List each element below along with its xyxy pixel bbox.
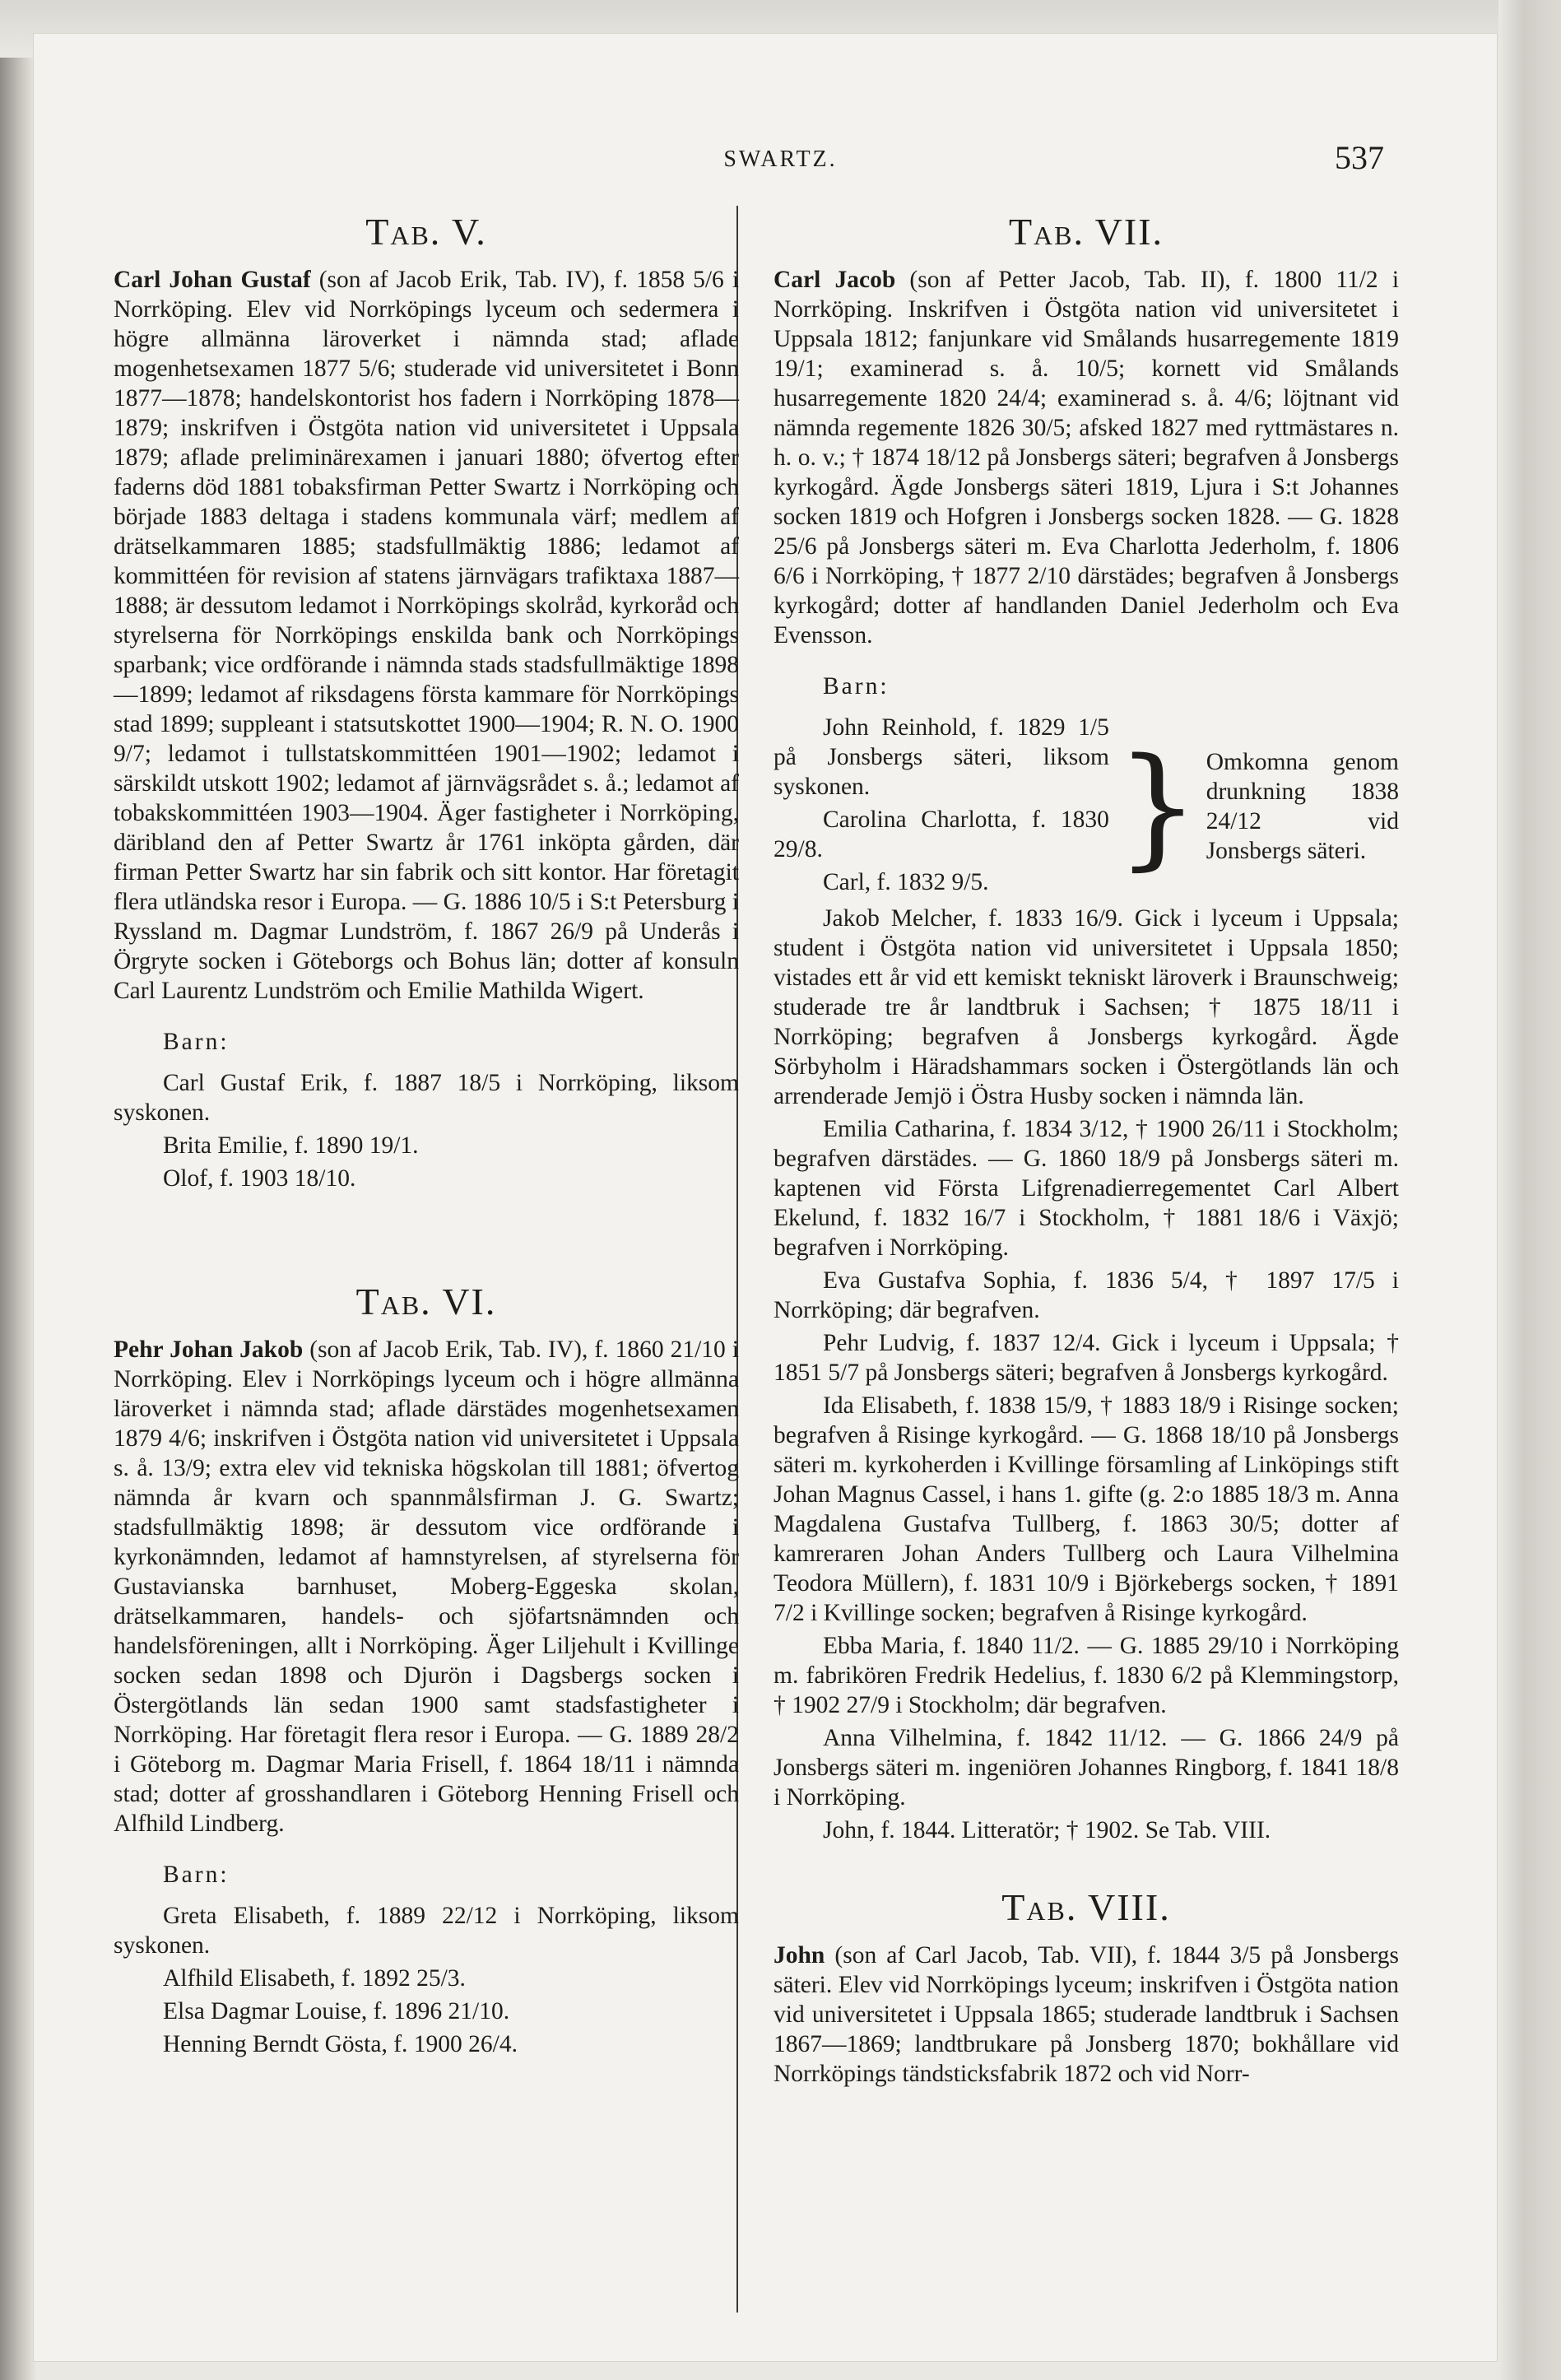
tab-v-name: Carl Johan Gustaf [114, 267, 311, 293]
running-head: SWARTZ. [723, 146, 838, 172]
book-binding-edge [0, 0, 36, 2380]
tab-vii-name: Carl Jacob [774, 267, 896, 293]
tab-v-heading: Tab. V. [365, 211, 487, 253]
tab-v-barn-label: Barn: [163, 1029, 230, 1055]
tab-viii-body: (son af Carl Jacob, Tab. VII), f. 1844 3/5 på Jonsbergs säteri. Elev vid Norrköpings lyceum; inskrifven i Östgöta nation vid universitetet i Uppsala 1865; studerade landtbruk i Sachsen 1867—1869; landtbrukare på Jonsberg 1870; bokhållare vid Norrköpings tändsticksfabrik 1872 och vid Norr- [774, 1942, 1399, 2087]
drowning-note: Omkomna genom drunkning 1838 24/12 vid Jonsbergs säteri. [1206, 749, 1399, 864]
tab-vii-child: John, f. 1844. Litteratör; † 1902. Se Tab. VIII. [823, 1817, 1271, 1843]
tab-vii-child: Ida Elisabeth, f. 1838 15/9, † 1883 18/9 i Risinge socken; begrafven å Risinge kyrkogård. — G. 1868 18/10 på Jonsbergs säteri m. kyrkoherden i Kvillinge församling af Linköpings stift Johan Magnus Cassel, i hans 1. gifte (g. 2:o 1885 18/3 m. Anna Magdalena Gustafva Tullberg, f. 1863 30/5; dotter af kamreraren Johan Anders Tullberg och Laura Vilhelmina Teodora Müllern), f. 1831 10/9 i Björkebergs socken, † 1891 7/2 i Kvillinge socken; begrafven å Risinge kyrkogård. [774, 1392, 1399, 1626]
tab-vii-body: (son af Petter Jacob, Tab. II), f. 1800 11/2 i Norrköping. Inskrifven i Östgöta nation vid universitetet i Uppsala 1812; fanjunkare vid Smålands husarregemente 1819 19/1; examinerad s. å. 10/5; kornett vid Smålands husarregemente 1820 24/4; examinerad s. å. 4/6; löjtnant vid nämnda regemente 1826 30/5; afsked 1827 med ryttmästares n. h. o. v.; † 1874 18/12 på Jonsbergs säteri; begrafven å Jonsbergs kyrkogård. Ägde Jonsbergs säteri 1819, Ljura i S:t Johannes socken 1819 och Hofgren i Jonsbergs socken 1828. — G. 1828 25/6 på Jonsbergs säteri m. Eva Charlotta Jederholm, f. 1806 6/6 i Norrköping, † 1877 2/10 därstädes; begrafven å Jonsbergs kyrkogård; dotter af handlanden Daniel Jederholm och Eva Evensson. [774, 267, 1400, 648]
tab-viii-entry [774, 1941, 1399, 2089]
tab-vii-child: Anna Vilhelmina, f. 1842 11/12. — G. 1866 24/9 på Jonsbergs säteri m. ingeniören Johannes Ringborg, f. 1841 18/8 i Norrköping. [774, 1725, 1399, 1811]
tab-vi-child: Greta Elisabeth, f. 1889 22/12 i Norrköping, liksom syskonen. [114, 1903, 739, 1959]
left-column [114, 206, 739, 2062]
tab-viii-heading: Tab. VIII. [1001, 1886, 1171, 1928]
tab-vii-barn-label: Barn: [823, 673, 890, 700]
book-fore-edge [1498, 0, 1561, 2380]
tab-v-body: (son af Jacob Erik, Tab. IV), f. 1858 5/6 i Norrköping. Elev vid Norrköpings lyceum och sedermera i högre allmänna läroverket i nämnda stad; aflade mogenhetsexamen 1877 5/6; studerade vid universitetet i Bonn 1877—1878; handelskontorist hos fadern i Norrköping 1878—1879; inskrifven i Östgöta nation vid universitetet i Uppsala 1879; aflade preliminärexamen i januari 1880; öfvertog efter faderns död 1881 tobaksfirman Petter Swartz i Norrköping och började 1883 deltaga i stadens kommunala värf; medlem af drätselkammaren 1885; stadsfullmäktig 1886; ledamot af kommittéen för revision af statens järnvägars trafiktaxa 1887—1888; är dessutom ledamot i Norrköpings skolråd, kyrkoråd och styrelserna för Norrköpings enskilda bank och Norrköpings sparbank; vice ordförande i nämnda stads stadsfullmäktige 1898—1899; ledamot af riksdagens första kammare för Norrköpings stad 1899; suppleant i statsutskottet 1900—1904; R. N. O. 1900 9/7; ledamot i tullstatskommittéen 1901—1902; ledamot i särskildt utskott 1902; ledamot af järnvägsrådet s. å.; ledamot af tobakskommittéen 1903—1904. Äger fastigheter i Norrköping, däribland den af Petter Swartz år 1761 inköpta gården, där firman Petter Swartz har sin fabrik och sitt kontor. Har företagit flera utländska resor i Europa. — G. 1886 10/5 i S:t Petersburg i Ryssland m. Dagmar Lundström, f. 1867 26/9 på Underås i Örgryte socken i Göteborgs och Bohus län; dotter af konsuln Carl Laurentz Lundström och Emilie Mathilda Wigert. [114, 267, 740, 1004]
tab-v-entry [114, 265, 739, 1006]
tab-vii-child: Carl, f. 1832 9/5. [823, 869, 989, 895]
tab-vi-entry [114, 1335, 739, 1838]
tab-vi-child: Alfhild Elisabeth, f. 1892 25/3. [163, 1965, 466, 1992]
tab-vii-child: Eva Gustafva Sophia, f. 1836 5/4, † 1897 17/5 i Norrköping; där begrafven. [774, 1267, 1399, 1323]
brace-symbol: } [1115, 729, 1200, 883]
tab-vi-heading: Tab. VI. [355, 1281, 497, 1322]
tab-vii-child: Carolina Charlotta, f. 1830 29/8. [774, 807, 1109, 862]
tab-vii-child: John Reinhold, f. 1829 1/5 på Jonsbergs säteri, liksom syskonen. [774, 714, 1109, 800]
tab-v-child: Olof, f. 1903 18/10. [163, 1165, 356, 1192]
right-column [774, 206, 1399, 2094]
tab-vi-body: (son af Jacob Erik, Tab. IV), f. 1860 21/10 i Norrköping. Elev i Norrköpings lyceum och i högre allmänna läroverket i nämnda stad; aflade därstädes mogenhetsexamen 1879 4/6; inskrifven i Östgöta nation vid universitetet i Uppsala s. å. 13/9; extra elev vid tekniska högskolan till 1881; öfvertog nämnda år kvarn och spannmålsfirman J. G. Swartz; stadsfullmäktig 1898; är dessutom vice ordförande i kyrkonämnden, ledamot af hamnstyrelsen, af styrelserna för Gustavianska barnhuset, Moberg-Eggeska skolan, drätselkammaren, handels- och sjöfartsnämnden och handelsföreningen, allt i Norrköping. Äger Liljehult i Kvillinge socken sedan 1898 och Djurön i Dagsbergs socken i Östergötlands län sedan 1900 samt stadsfastigheter i Norrköping. Har företagit flera resor i Europa. — G. 1889 28/2 i Göteborg m. Dagmar Maria Frisell, f. 1864 18/11 i nämnda stad; dotter af grosshandlaren i Göteborg Henning Frisell och Alfhild Lindberg. [114, 1336, 739, 1837]
tab-vi-name: Pehr Johan Jakob [114, 1336, 304, 1363]
tab-viii-name: John [774, 1942, 825, 1969]
page-number: 537 [1335, 139, 1384, 176]
drowned-children-list [774, 713, 1109, 900]
tab-vii-child: Pehr Ludvig, f. 1837 12/4. Gick i lyceum i Uppsala; † 1851 5/7 på Jonsbergs säteri; begrafven å Jonsbergs kyrkogård. [774, 1330, 1399, 1386]
tab-vi-child: Henning Berndt Gösta, f. 1900 26/4. [163, 2031, 518, 2057]
tab-vii-child: Emilia Catharina, f. 1834 3/12, † 1900 26/11 i Stockholm; begrafven därstädes. — G. 1860 18/9 på Jonsbergs säteri m. kaptenen vid Första Lifgrenadierregementet Carl Albert Ekelund, f. 1832 16/7 i Stockholm, † 1881 18/6 i Växjö; begrafven i Norrköping. [774, 1116, 1399, 1261]
tab-vi-barn-label: Barn: [163, 1862, 230, 1888]
tab-vi-child: Elsa Dagmar Louise, f. 1896 21/10. [163, 1998, 510, 2024]
tab-vii-child: Ebba Maria, f. 1840 11/2. — G. 1885 29/10 i Norrköping m. fabrikören Fredrik Hedelius, f. 1830 6/2 på Klemmingstorp, † 1902 27/9 i Stockholm; där begrafven. [774, 1633, 1399, 1718]
tab-vii-heading: Tab. VII. [1008, 211, 1164, 253]
tab-v-child: Brita Emilie, f. 1890 19/1. [163, 1132, 419, 1159]
drowned-children-group [774, 713, 1399, 900]
tab-vii-child: Jakob Melcher, f. 1833 16/9. Gick i lyceum i Uppsala; student i Östgöta nation vid universitetet i Uppsala 1850; vistades ett år vid ett kemiskt tekniskt läroverk i Braunschweig; studerade tre år landtbruk i Sachsen; † 1875 18/11 i Norrköping; begrafven å Jonsbergs kyrkogård. Ägde Sörbyholm i Häradshammars socken i Östergötlands län och arrenderade Jemjö i Östra Husby socken i nämnda län. [774, 905, 1399, 1109]
tab-v-child: Carl Gustaf Erik, f. 1887 18/5 i Norrköping, liksom syskonen. [114, 1070, 739, 1126]
tab-vii-entry [774, 265, 1399, 650]
